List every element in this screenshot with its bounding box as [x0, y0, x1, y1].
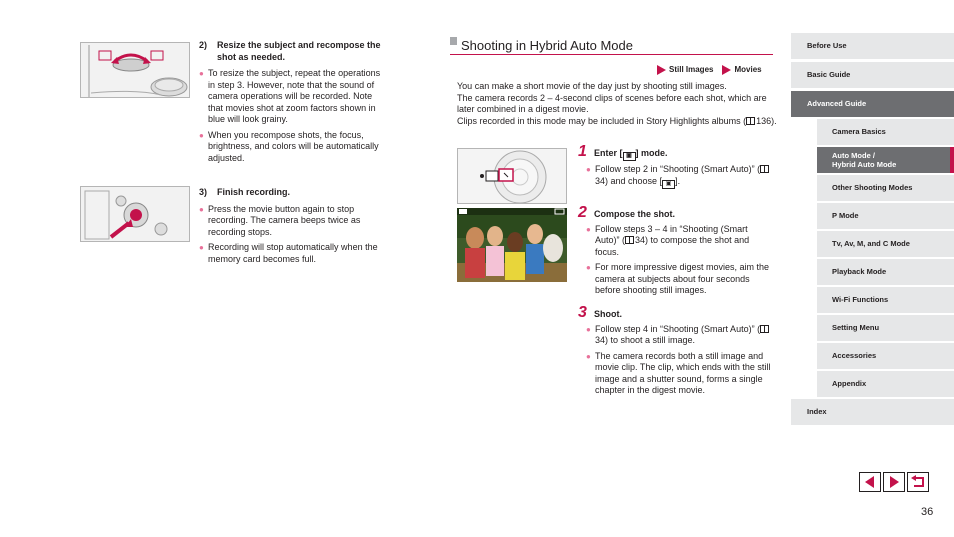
bullet-item: ● Follow step 4 in “Shooting (Smart Auto)” (34) to shoot a still image. — [586, 324, 774, 347]
camera-back-movie-button-icon — [81, 187, 190, 242]
sidebar-item-appendix[interactable]: Appendix — [817, 371, 954, 398]
sidebar-item-setting-menu[interactable]: Setting Menu — [817, 315, 954, 342]
bullet-item: ● For more impressive digest movies, aim the camera at subjects about four seconds before shooting still images. — [586, 262, 770, 295]
movie-button-illustration — [80, 186, 190, 242]
bullet-item: ● To resize the subject, repeat the operations in step 3. However, note that the sound of camera operations will be recorded. Note that movies shot at zoom factors shown in blue will look grainy. — [199, 68, 381, 124]
book-reference-icon — [746, 117, 755, 125]
section-title-text: Shooting in Hybrid Auto Mode — [461, 38, 633, 53]
bullet-dot-icon: ● — [586, 351, 591, 361]
page-number: 36 — [921, 506, 934, 518]
next-page-button[interactable] — [883, 472, 905, 492]
step-2-compose — [578, 204, 774, 297]
hybrid-auto-mode-icon: ▣ — [662, 180, 675, 189]
active-indicator — [950, 147, 954, 173]
step-3-finish — [199, 187, 389, 265]
bullet-dot-icon: ● — [199, 243, 204, 252]
step-number: 2 — [578, 204, 587, 221]
bullet-dot-icon: ● — [586, 165, 591, 174]
previous-page-button[interactable] — [859, 472, 881, 492]
step-3-shoot — [578, 304, 774, 397]
bullet-item: ● When you recompose shots, the focus, brightness, and colors will be automatically adjusted. — [199, 129, 379, 163]
bullet-dot-icon: ● — [586, 224, 591, 234]
sidebar-item-advanced-guide[interactable]: Advanced Guide — [791, 91, 954, 118]
bullet-dot-icon: ● — [586, 263, 591, 272]
bullet-item: ● Follow steps 3 – 4 in “Shooting (Smart Auto)” ( 34) to compose the shot and focus. — [586, 223, 750, 257]
next-page-icon — [887, 475, 901, 489]
sidebar-item-tv-av-m-c-mode[interactable]: Tv, Av, M, and C Mode — [817, 231, 954, 258]
section-marker-icon — [450, 37, 457, 45]
previous-page-icon — [863, 475, 877, 489]
step-heading: 1 Enter [ ▣ ] mode. — [578, 143, 668, 160]
sidebar-item-before-use[interactable]: Before Use — [791, 33, 954, 60]
sidebar-item-accessories[interactable]: Accessories — [817, 343, 954, 370]
step-title: Finish recording. — [217, 187, 291, 197]
bullet-item: ● Follow step 2 in “Shooting (Smart Auto)” (34) and choose [ ▣ ]. — [586, 164, 774, 189]
bullet-dot-icon: ● — [199, 69, 204, 78]
step-heading — [578, 204, 774, 221]
step-heading — [199, 40, 389, 63]
step-heading — [199, 187, 389, 199]
sidebar-item-basic-guide[interactable]: Basic Guide — [791, 62, 954, 89]
step-number: 3 — [578, 304, 587, 321]
book-reference-icon — [760, 325, 769, 333]
section-title — [450, 37, 773, 55]
step-title: Compose the shot. — [594, 209, 676, 219]
kids-photo-preview — [457, 208, 567, 282]
page-link[interactable]: 136). — [756, 115, 777, 126]
camera-screen-photo — [457, 208, 567, 282]
book-reference-icon — [760, 165, 769, 173]
bullet-item: ● Recording will stop automatically when the memory card becomes full. — [199, 242, 378, 264]
mode-dial-icon — [458, 149, 567, 204]
mode-tags — [657, 64, 762, 76]
step-2-resize — [199, 40, 389, 164]
camera-top-zoom-icon — [81, 43, 190, 98]
sidebar-item-auto-mode[interactable]: Auto Mode / Hybrid Auto Mode — [817, 147, 954, 174]
tag-still-images: Still Images — [657, 64, 713, 76]
mode-dial-illustration — [457, 148, 567, 204]
book-reference-icon — [625, 236, 634, 244]
bullet-dot-icon: ● — [199, 130, 204, 140]
triangle-icon — [722, 65, 731, 75]
section-intro: You can make a short movie of the day just by shooting still images. The camera records 2 – 4-second clips of scenes before each shot, which are later combined in a digest movie. Clips recorded in this mode may be included in Story Highlights albums ( 136). — [457, 81, 777, 126]
hybrid-auto-mode-icon: ▣ — [623, 152, 636, 161]
bullet-dot-icon: ● — [586, 324, 591, 334]
step-heading — [578, 304, 774, 321]
sidebar-item-p-mode[interactable]: P Mode — [817, 203, 954, 230]
step-title: Shoot. — [594, 309, 622, 319]
sidebar-item-camera-basics[interactable]: Camera Basics — [817, 119, 954, 146]
sidebar-item-index[interactable]: Index — [791, 399, 954, 426]
triangle-icon — [657, 65, 666, 75]
sidebar-item-wifi-functions[interactable]: Wi-Fi Functions — [817, 287, 954, 314]
step-1-enter-mode — [578, 143, 774, 189]
bullet-item: ● Press the movie button again to stop recording. The camera beeps twice as recording stops. — [199, 203, 361, 237]
step-title: Resize the subject and recompose the shot as needed. — [217, 40, 381, 62]
step-number: 1 — [578, 143, 587, 160]
bullet-item: ● The camera records both a still image and movie clip. The clip, which ends with the still image and a shutter sound, forms a single chapter in the digest movie. — [586, 350, 771, 395]
return-icon — [910, 475, 926, 489]
sidebar-item-playback-mode[interactable]: Playback Mode — [817, 259, 954, 286]
tag-movies: Movies — [722, 64, 761, 76]
return-button[interactable] — [907, 472, 929, 492]
step-number: 3) — [199, 187, 208, 197]
step-number: 2) — [199, 40, 208, 50]
page-navigation — [859, 472, 929, 492]
sidebar-item-other-shooting-modes[interactable]: Other Shooting Modes — [817, 175, 954, 202]
bullet-dot-icon: ● — [199, 204, 204, 214]
zoom-lever-illustration — [80, 42, 190, 98]
